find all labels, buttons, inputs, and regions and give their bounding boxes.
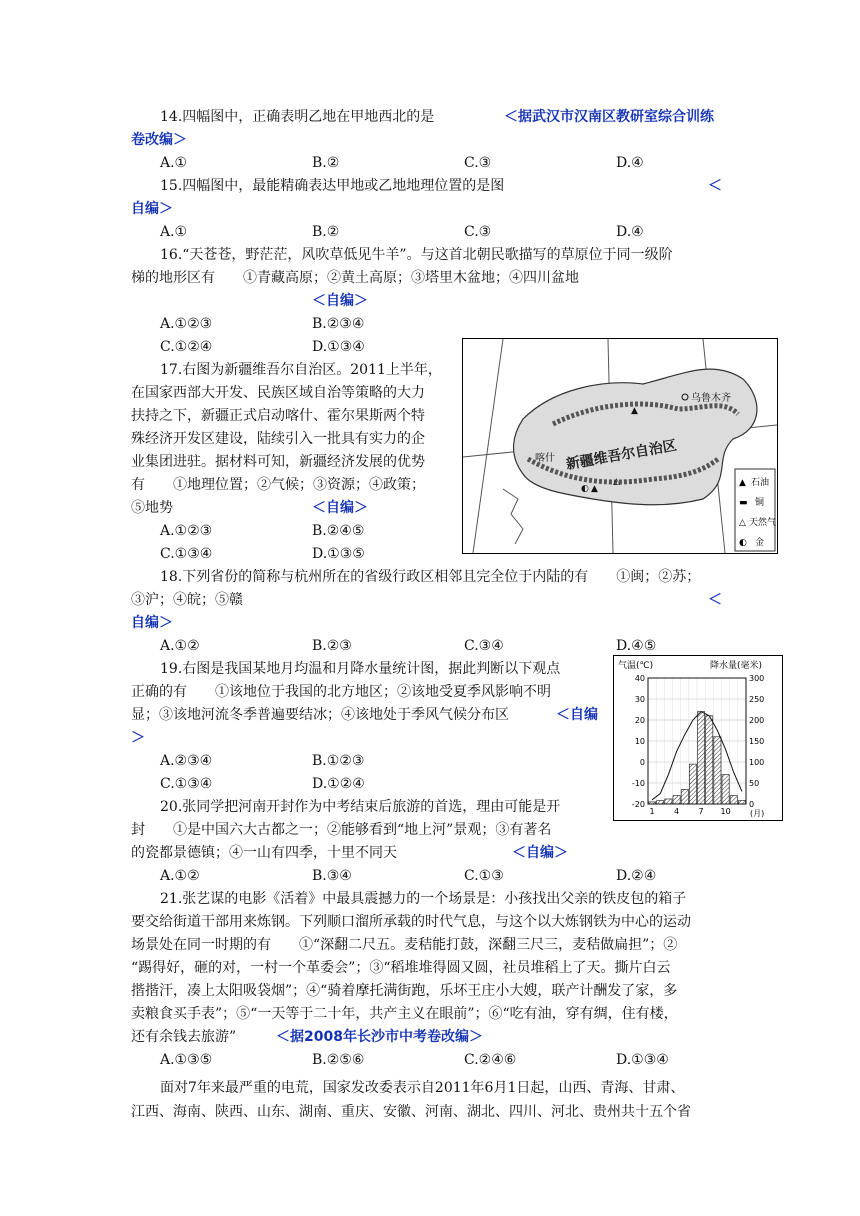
q14-option-d: D.④ [616, 155, 644, 171]
q19-option-d: D.①②④ [312, 776, 365, 792]
paragraph-line-2: 江西、海南、陕西、山东、湖南、重庆、安徽、河南、湖北、四川、河北、贵州共十五个省 [131, 1104, 691, 1120]
q21-line-4: “踢得好，砸的对，一村一个革委会”；③“稻堆堆得圆又圆，社员堆稻上了天。撕片白云 [131, 960, 671, 976]
q21-line-7: 还有余钱去旅游” [131, 1029, 237, 1045]
xinjiang-map-graphic [463, 339, 777, 553]
q19-source: ＜自编 [556, 707, 598, 723]
temp-tick-label: 0 [639, 758, 645, 767]
q19-option-c: C.①③④ [160, 776, 213, 792]
climate-chart [613, 655, 783, 821]
q17-line-5: 业集团进驻。据材料可知，新疆经济发展的优势 [131, 454, 425, 470]
q17-line-3: 扶持之下，新疆正式启动喀什、霍尔果斯两个特 [131, 408, 425, 424]
legend-gas-label: 天然气 [749, 518, 777, 528]
month-tick-label: 7 [698, 807, 704, 816]
q17-line-2: 在国家西部大开发、民族区域自治等策略的大力 [131, 385, 425, 401]
q19-option-b: B.①②③ [312, 753, 365, 769]
legend-copper-label: 铜 [755, 498, 765, 508]
temp-tick-label: -10 [631, 779, 645, 788]
precip-tick-label: 200 [749, 716, 765, 725]
precip-bar [706, 716, 713, 804]
precip-axis-label: 降水量(毫米) [710, 661, 763, 671]
q16-option-a: A.①②③ [160, 316, 213, 332]
gold-symbol: ◐ [581, 484, 589, 494]
q18-option-a: A.①② [160, 638, 200, 654]
q20-option-a: A.①② [160, 868, 200, 884]
q21-option-c: C.②④⑥ [464, 1052, 517, 1068]
q18-line-1: 18.下列省份的简称与杭州所在的省级行政区相邻且完全位于内陆的有 ①闽；②苏； [160, 569, 701, 585]
kashgar-label: 喀什 [535, 453, 555, 464]
month-tick-label: 4 [674, 807, 680, 816]
temp-tick-label: 30 [634, 695, 645, 704]
q20-line-1: 20.张同学把河南开封作为中考结束后旅游的首选，理由可能是开 [160, 799, 561, 815]
temp-tick-label: 20 [634, 716, 645, 725]
legend-oil-label: 石油 [751, 478, 770, 488]
q20-line-2: 封 ①是中国六大古都之一；②能够看到“地上河”景观；③有著名 [131, 822, 552, 838]
xinjiang-label: 新疆维吾尔自治区 [564, 437, 678, 473]
q14-option-b: B.② [312, 155, 340, 171]
precip-tick-label: 50 [749, 779, 760, 788]
legend-gold-label: 金 [755, 538, 765, 548]
q17-line-1: 17.右图为新疆维吾尔自治区。2011上半年， [160, 362, 442, 378]
q20-line-3: 的瓷都景德镇；④一山有四季，十里不同天 [131, 845, 397, 861]
q18-option-d: D.④⑤ [616, 638, 657, 654]
q15-source-cont: 自编＞ [131, 201, 173, 217]
q21-line-6: 卖粮食买手表”；⑤“一天等于二十年，共产主义在眼前”；⑥“吃有油，穿有绸，住有楼， [131, 1006, 678, 1022]
q20-option-b: B.③④ [312, 868, 352, 884]
q17-source: ＜自编＞ [312, 500, 368, 516]
legend-copper-symbol: ▬ [739, 498, 748, 508]
temp-axis-label: 气温(℃) [618, 661, 654, 671]
paragraph-line-1: 面对7年来最严重的电荒，国家发改委表示自2011年6月1日起，山西、青海、甘肃、 [160, 1080, 685, 1096]
q14-option-a: A.① [160, 155, 188, 171]
precip-tick-label: 0 [749, 800, 755, 809]
q19-line-3: 显；③该地河流冬季普遍要结冰；④该地处于季风气候分布区 [131, 707, 509, 723]
month-unit-label: (月) [750, 809, 765, 818]
q17-line-7: ⑤地势 [131, 500, 173, 516]
q16-option-c: C.①②④ [160, 339, 213, 355]
xinjiang-map [462, 338, 778, 554]
q14-option-c: C.③ [464, 155, 492, 171]
q19-line-2: 正确的有 ①该地位于我国的北方地区；②该地受夏季风影响不明 [131, 684, 551, 700]
q14-source-cont: 卷改编＞ [131, 132, 187, 148]
q15-source: ＜ [708, 178, 722, 194]
precip-bar [657, 801, 664, 804]
legend-oil-symbol: ▲ [739, 478, 746, 488]
q15-stem: 15.四幅图中，最能精确表达甲地或乙地地理位置的是图 [160, 178, 505, 194]
precip-bar [665, 799, 672, 804]
q17-line-4: 殊经济开发区建设，陆续引入一批具有实力的企 [131, 431, 425, 447]
gas-symbol: △ [613, 477, 620, 487]
precip-bar [689, 764, 696, 804]
q16-option-b: B.②③④ [312, 316, 365, 332]
precip-bar [673, 796, 680, 804]
q16-option-d: D.①③④ [312, 339, 365, 355]
q21-line-2: 要交给街道干部用来炼钢。下列顺口溜所承载的时代气息，与这个以大炼钢铁为中心的运动 [131, 914, 691, 930]
q17-option-d: D.①③⑤ [312, 546, 365, 562]
q17-option-c: C.①③④ [160, 546, 213, 562]
q15-option-b: B.② [312, 224, 340, 240]
q21-option-a: A.①③⑤ [160, 1052, 213, 1068]
oil-symbol-2: ▲ [591, 484, 598, 494]
precip-tick-label: 150 [749, 737, 765, 746]
q18-source-cont: 自编＞ [131, 615, 173, 631]
q20-option-c: C.①③ [464, 868, 504, 884]
q19-source-cont: ＞ [131, 730, 145, 746]
q14-source: ＜据武汉市汉南区教研室综合训练 [504, 109, 714, 125]
q21-line-3: 场景处在同一时期的有 ①“深翻二尺五。麦秸能打鼓，深翻三尺三，麦秸做扁担”；② [131, 937, 678, 953]
q15-option-d: D.④ [616, 224, 644, 240]
q19-line-1: 19.右图是我国某地月均温和月降水量统计图，据此判断以下观点 [160, 661, 561, 677]
q19-option-a: A.②③④ [160, 753, 213, 769]
q16-line-2: 梯的地形区有 ①青藏高原；②黄土高原；③塔里木盆地；④四川盆地 [131, 270, 579, 286]
oil-symbol: ▲ [631, 406, 638, 416]
temp-tick-label: -20 [631, 800, 645, 809]
month-tick-label: 1 [649, 807, 655, 816]
q21-option-b: B.②⑤⑥ [312, 1052, 365, 1068]
legend-gold-symbol: ◐ [739, 538, 747, 548]
xinjiang-region-shape [514, 369, 757, 505]
precip-bar [714, 737, 721, 804]
q16-line-1: 16.“天苍苍，野茫茫，风吹草低见牛羊”。与这首北朝民歌描写的草原位于同一级阶 [160, 247, 673, 263]
precip-bar [730, 796, 737, 804]
temp-tick-label: 40 [634, 674, 645, 683]
q20-source: ＜自编＞ [512, 845, 568, 861]
q18-source: ＜ [708, 592, 722, 608]
q15-option-c: C.③ [464, 224, 492, 240]
q14-stem: 14.四幅图中，正确表明乙地在甲地西北的是 [160, 109, 435, 125]
q18-option-b: B.②③ [312, 638, 352, 654]
q21-line-5: 揩揩汗，凑上太阳吸袋烟”；④“骑着摩托满街跑，乐坏王庄小大嫂，联产计酬发了家，多 [131, 983, 678, 999]
temp-tick-label: 10 [634, 737, 645, 746]
q16-source: ＜自编＞ [312, 293, 368, 309]
chart-grid [648, 678, 746, 804]
month-tick-label: 10 [720, 807, 731, 816]
q17-line-6: 有 ①地理位置；②气候；③资源；④政策； [131, 477, 425, 493]
precip-tick-label: 250 [749, 695, 765, 704]
q18-line-2: ③沪；④皖；⑤赣 [131, 592, 243, 608]
border-line [503, 489, 523, 544]
q21-option-d: D.①③④ [616, 1052, 669, 1068]
q21-source: ＜据2008年长沙市中考卷改编＞ [276, 1029, 483, 1045]
precip-tick-label: 100 [749, 758, 765, 767]
q20-option-d: D.②④ [616, 868, 657, 884]
urumqi-label: 乌鲁木齐 [691, 393, 731, 404]
precip-tick-label: 300 [749, 674, 765, 683]
precip-bar [738, 801, 745, 804]
q17-option-a: A.①②③ [160, 523, 213, 539]
precip-bar [681, 789, 688, 804]
precip-bar [722, 775, 729, 804]
climate-chart-graphic [614, 656, 782, 820]
precip-bar [698, 712, 705, 804]
legend-gas-symbol: △ [739, 518, 746, 528]
q21-line-1: 21.张艺谋的电影《活着》中最具震撼力的一个场景是：小孩找出父亲的铁皮包的箱子 [160, 891, 687, 907]
q18-option-c: C.③④ [464, 638, 504, 654]
q15-option-a: A.① [160, 224, 188, 240]
q17-option-b: B.②④⑤ [312, 523, 365, 539]
